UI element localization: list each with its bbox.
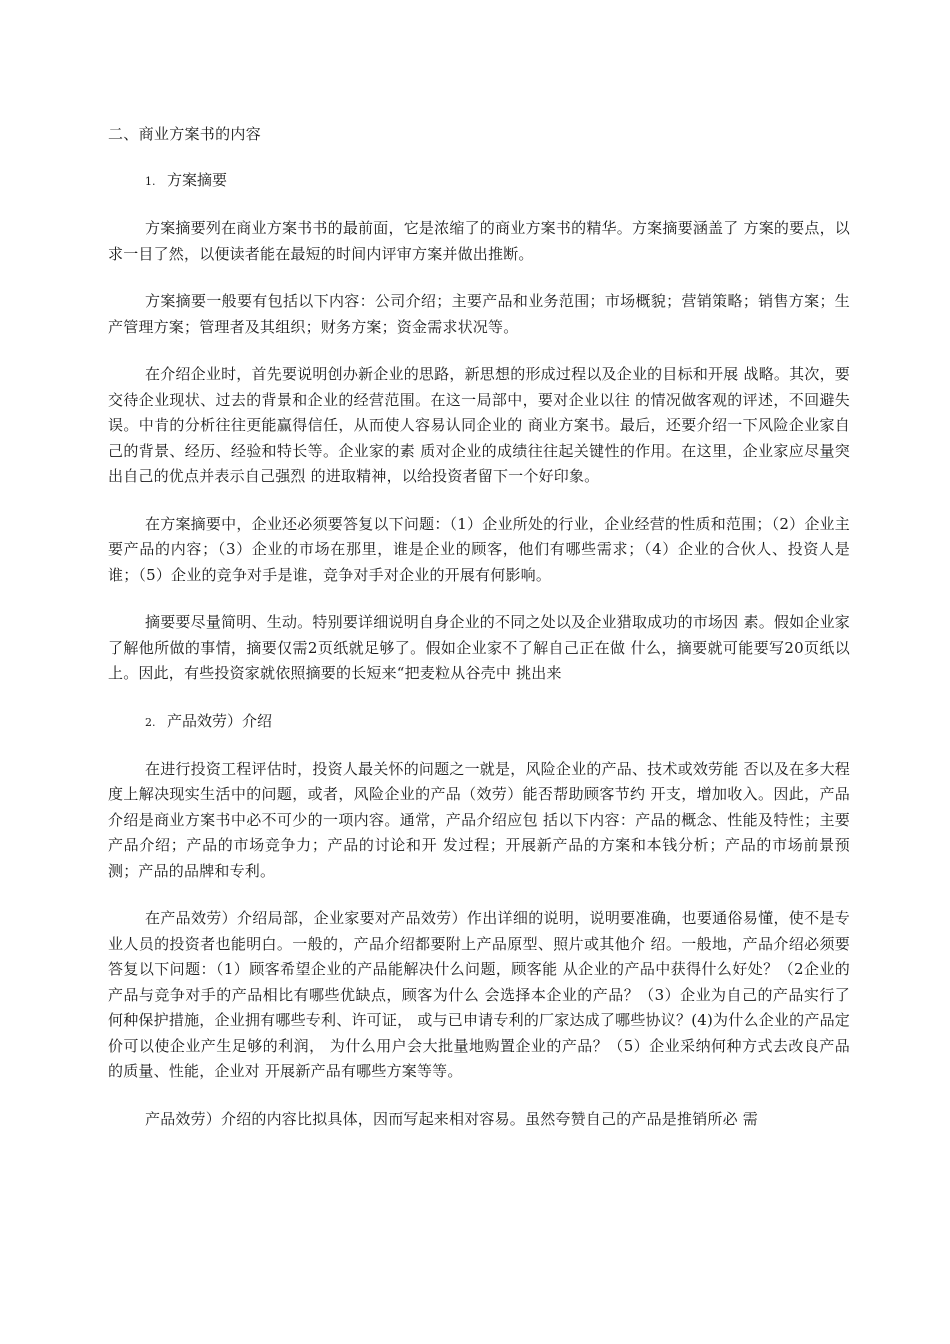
paragraph: 产品效劳）介绍的内容比拟具体，因而写起来相对容易。虽然夸赞自己的产品是推销所必 需 <box>145 1109 758 1128</box>
paragraph: 在进行投资工程评估时，投资人最关怀的问题之一就是，风险企业的产品、技术或效劳能 否以及在多大程度上解决现实生活中的问题，或者，风险企业的产品（效劳）能否帮助顾客节约 开支，增加收入。因此，产品介绍是商业方案书中必不可少的一项内容。通常，产品介绍应包 括以下内容：产品的概念、性能及特性；主要产品介绍；产品的市场竞争力；产品的讨论和开 发过程；开展新产品的方案和本钱分析；产品的市场前景预测；产品的品牌和专利。 <box>108 759 850 880</box>
paragraph: 方案摘要列在商业方案书书的最前面，它是浓缩了的商业方案书的精华。方案摘要涵盖了 方案的要点，以求一目了然，以便读者能在最短的时间内评审方案并做出推断。 <box>108 219 850 263</box>
subsection-title: 方案摘要 <box>167 171 228 189</box>
paragraph: 在方案摘要中，企业还必须要答复以下问题：（1）企业所处的行业，企业经营的性质和范围；（2）企业主要产品的内容；（3）企业的市场在那里，谁是企业的顾客，他们有哪些需求；（4）企业的合伙人、投资人是谁；（5）企业的竞争对手是谁，竞争对手对企业的开展有何影响。 <box>108 514 850 584</box>
subsection-number: 1. <box>145 175 156 188</box>
subsection-title: 产品效劳）介绍 <box>167 711 273 730</box>
section-title: 二、商业方案书的内容 <box>108 125 262 143</box>
paragraph: 摘要要尽量简明、生动。特别要详细说明自身企业的不同之处以及企业猎取成功的市场因 素。假如企业家了解他所做的事情，摘要仅需2页纸就足够了。假如企业家不了解自己正在做 什么，摘要就可能要写20页纸以上。因此，有些投资家就依照摘要的长短来“把麦粒从谷壳中 挑出来 <box>108 613 850 682</box>
subsection-number: 2. <box>145 715 156 729</box>
document-page <box>108 122 850 1154</box>
subsection-heading-product <box>145 709 850 735</box>
paragraph: 在介绍企业时，首先要说明创办新企业的思路，新思想的形成过程以及企业的目标和开展 战略。其次，要交待企业现状、过去的背景和企业的经营范围。在这一局部中，要对企业以往 的情况做客观的评述，不回避失误。中肯的分析往往更能赢得信任，从而使人容易认同企业的 商业方案书。最后，还要介绍一下风险企业家自己的背景、经历、经验和特长等。企业家的素 质对企业的成绩往往起关键性的作用。在这里，企业家应尽量突出自己的优点并表示自己强烈 的进取精神，以给投资者留下一个好印象。 <box>108 365 850 485</box>
paragraph: 方案摘要一般要有包括以下内容：公司介绍；主要产品和业务范围；市场概貌；营销策略；销售方案；生产管理方案；管理者及其组织；财务方案；资金需求状况等。 <box>108 292 850 336</box>
subsection-heading-summary <box>145 168 850 194</box>
paragraph: 在产品效劳）介绍局部，企业家要对产品效劳）作出详细的说明，说明要准确，也要通俗易懂，使不是专业人员的投资者也能明白。一般的，产品介绍都要附上产品原型、照片或其他介 绍。一般地，产品介绍必须要答复以下问题：（1）顾客希望企业的产品能解决什么问题，顾客能 从企业的产品中获得什么好处？（2企业的产品与竞争对手的产品相比有哪些优缺点，顾客为什么 会选择本企业的产品？（3）企业为自己的产品实行了何种保护措施，企业拥有哪些专利、许可证， 或与已申请专利的厂家达成了哪些协议？(4)为什么企业的产品定价可以使企业产生足够的利润， 为什么用户会大批量地购置企业的产品？（5）企业采纳何种方式去改良产品的质量、性能，企业对 开展新产品有哪些方案等等。 <box>108 909 850 1080</box>
